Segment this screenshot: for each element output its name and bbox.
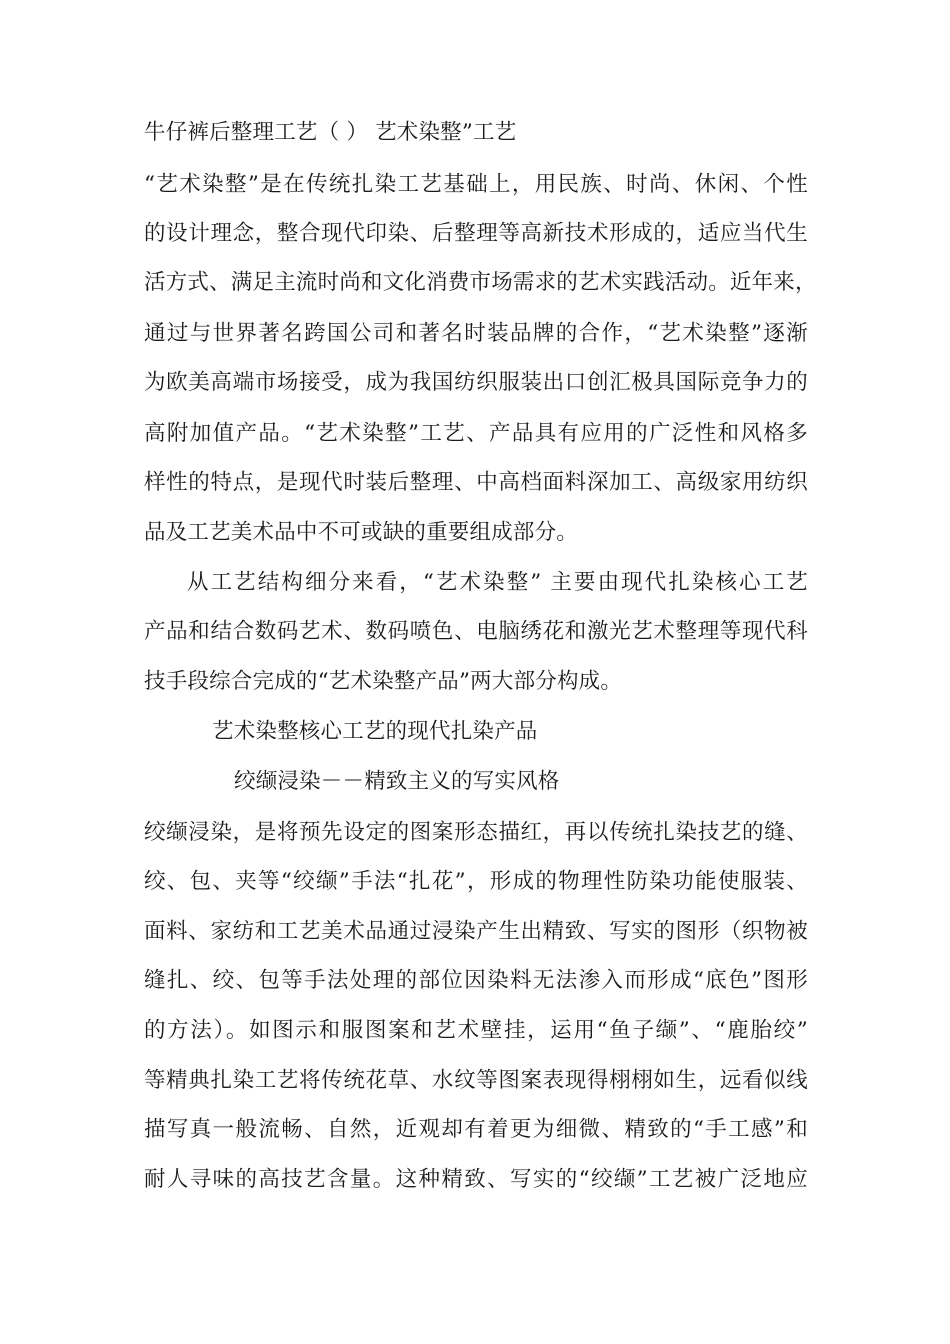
paragraph-3-line-8: 耐人寻味的高技艺含量。这种精致、写实的“绞缬”工艺被广泛地应 (144, 1167, 808, 1192)
paragraph-1-line-2: 的设计理念，整合现代印染、后整理等高新技术形成的，适应当代生 (144, 221, 808, 246)
paragraph-3-line-1: 绞缬浸染，是将预先设定的图案形态描红，再以传统扎染技艺的缝、 (144, 820, 808, 845)
paragraph-1-line-1: “艺术染整”是在传统扎染工艺基础上，用民族、时尚、休闲、个性 (144, 172, 808, 197)
section-heading: 艺术染整核心工艺的现代扎染产品 (212, 719, 538, 744)
paragraph-1-line-7: 样性的特点，是现代时装后整理、中高档面料深加工、高级家用纺织 (144, 470, 808, 495)
paragraph-1-line-3: 活方式、满足主流时尚和文化消费市场需求的艺术实践活动。近年来， (144, 270, 817, 295)
paragraph-3-line-6: 等精典扎染工艺将传统花草、水纹等图案表现得栩栩如生，远看似线 (144, 1068, 808, 1093)
paragraph-2-line-2: 产品和结合数码艺术、数码喷色、电脑绣花和激光艺术整理等现代科 (144, 619, 808, 644)
paragraph-1-line-8: 品及工艺美术品中不可或缺的重要组成部分。 (144, 520, 579, 545)
paragraph-2-line-1: 从工艺结构细分来看，“艺术染整” 主要由现代扎染核心工艺 (187, 570, 808, 595)
subsection-heading: 绞缬浸染－－精致主义的写实风格 (234, 769, 560, 794)
paragraph-1-line-5: 为欧美高端市场接受，成为我国纺织服装出口创汇极具国际竞争力的 (144, 370, 808, 395)
paragraph-3-line-2: 绞、包、夹等“绞缬”手法“扎花”，形成的物理性防染功能使服装、 (144, 869, 808, 894)
paragraph-3-line-4: 缝扎、绞、包等手法处理的部位因染料无法渗入而形成“底色”图形 (144, 968, 808, 993)
paragraph-3-line-5: 的方法）。如图示和服图案和艺术壁挂，运用“鱼子缬”、“鹿胎绞” (144, 1018, 808, 1043)
paragraph-3-line-3: 面料、家纺和工艺美术品通过浸染产生出精致、写实的图形（织物被 (144, 919, 808, 944)
paragraph-2-line-3: 技手段综合完成的“艺术染整产品”两大部分构成。 (144, 669, 623, 694)
paragraph-1-line-6: 高附加值产品。“艺术染整”工艺、产品具有应用的广泛性和风格多 (144, 421, 808, 446)
document-title: 牛仔裤后整理工艺（ ） 艺术染整”工艺 (144, 120, 517, 145)
paragraph-3-line-7: 描写真一般流畅、自然，近观却有着更为细微、精致的“手工感”和 (144, 1117, 808, 1142)
paragraph-1-line-4: 通过与世界著名跨国公司和著名时装品牌的合作，“艺术染整”逐渐 (144, 321, 808, 346)
